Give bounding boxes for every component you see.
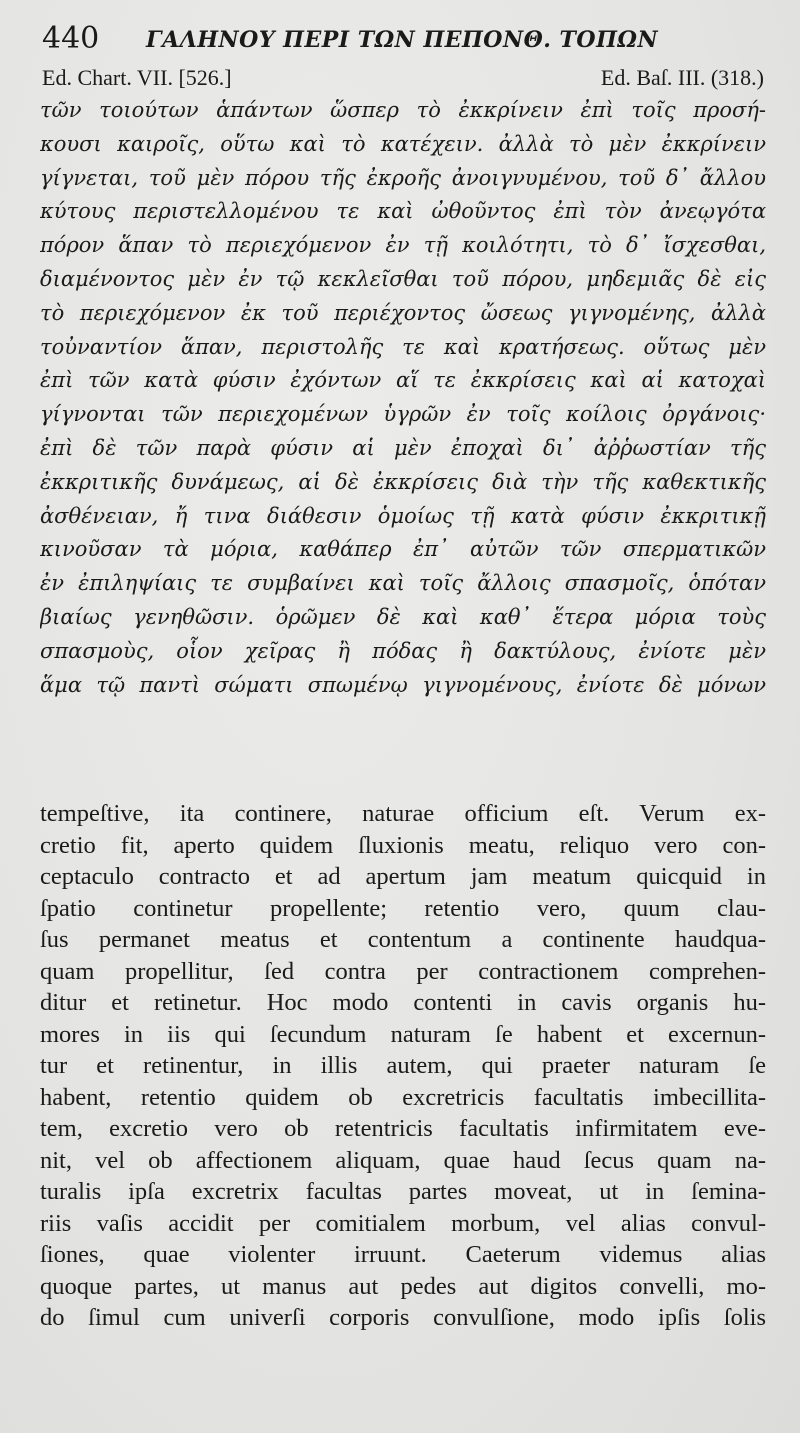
running-title: ΓΑΛΗΝΟΥ ΠΕΡΙ ΤΩΝ ΠΕΠΟΝΘ. ΤΟΠΩΝ	[146, 27, 659, 53]
greek-text-line: κινοῦσαν τὰ μόρια, καθάπερ ἐπ᾽ αὐτῶν τῶν σπερματικῶν	[40, 537, 766, 562]
greek-text-line: ἐκκριτικῆς δυνάμεως, αἱ δὲ ἐκκρίσεις διὰ τὴν τῆς καθεκτικῆς	[40, 469, 766, 494]
greek-text-line: γίγνονται τῶν περιεχομένων ὑγρῶν ἐν τοῖς κοίλοις ὀργάνοις·	[40, 402, 766, 427]
latin-text-line: habent, retentio quidem ob excretricis facultatis imbecillita-	[40, 1083, 766, 1111]
greek-text-line: ἀσθένειαν, ἤ τινα διάθεσιν ὁμοίως τῇ κατὰ φύσιν ἐκκριτικῇ	[40, 503, 766, 528]
greek-text-line: ἐπὶ δὲ τῶν παρὰ φύσιν αἱ μὲν ἐποχαὶ δι᾽ ἀῤῥωστίαν τῆς	[40, 435, 766, 460]
latin-text-line: mores in iis qui ſecundum naturam ſe habent et excernun-	[40, 1020, 766, 1048]
latin-text-line: quoque partes, ut manus aut pedes aut digitos convelli, mo-	[40, 1272, 766, 1300]
greek-text-line: γίγνεται, τοῦ μὲν πόρου τῆς ἐκροῆς ἀνοιγνυμένου, τοῦ δ᾽ ἄλλου	[40, 165, 766, 190]
greek-text-line: ἅμα τῷ παντὶ σώματι σπωμένῳ γιγνομένους, ἐνίοτε δὲ μόνων	[40, 672, 766, 697]
greek-text-line: ἐν ἐπιληψίαις τε συμβαίνει καὶ τοῖς ἄλλοις σπασμοῖς, ὁπόταν	[40, 571, 766, 596]
greek-text-line: ἐπὶ τῶν κατὰ φύσιν ἐχόντων αἵ τε ἐκκρίσεις καὶ αἱ κατοχαὶ	[40, 368, 766, 393]
greek-text-line: κύτους περιστελλομένου τε καὶ ὠθοῦντος ἐπὶ τὸν ἀνεῳγότα	[40, 199, 766, 224]
greek-text-line: βιαίως γενηθῶσιν. ὁρῶμεν δὲ καὶ καθ᾽ ἕτερα μόρια τοὺς	[40, 604, 766, 629]
edition-reference-line	[42, 64, 764, 92]
edition-basel-reference: Ed. Baſ. III. (318.)	[600, 65, 764, 90]
latin-text-line: riis vaſis accidit per comitialem morbum, vel alias convul-	[40, 1209, 766, 1237]
latin-text-line: tempeſtive, ita continere, naturae officium eſt. Verum ex-	[40, 800, 766, 827]
greek-text-line: τοὐναντίον ἅπαν, περιστολῆς τε καὶ κρατήσεως. οὕτως μὲν	[40, 334, 766, 359]
page-header	[42, 22, 742, 56]
latin-text-line: turalis ipſa excretrix facultas partes moveat, ut in ſemina-	[40, 1178, 766, 1205]
greek-text-line: διαμένοντος μὲν ἐν τῷ κεκλεῖσθαι τοῦ πόρου, μηδεμιᾶς δὲ εἰς	[40, 266, 766, 291]
greek-text-line: κουσι καιροῖς, οὕτω καὶ τὸ κατέχειν. ἀλλὰ τὸ μὲν ἐκκρίνειν	[40, 131, 766, 156]
latin-text-line: do ſimul cum univerſi corporis convulſione, modo ipſis ſolis	[40, 1304, 766, 1331]
page-number: 440	[42, 21, 100, 56]
greek-text-line: τὸ περιεχόμενον ἐκ τοῦ περιέχοντος ὤσεως γιγνομένης, ἀλλὰ	[40, 300, 766, 325]
latin-text-line: quam propellitur, ſed contra per contractionem comprehen-	[40, 957, 766, 985]
latin-text-line: ſus permanet meatus et contentum a continente haudqua-	[40, 926, 766, 953]
latin-text-line: ceptaculo contracto et ad apertum jam meatum quicquid in	[40, 863, 766, 890]
latin-text-line: tur et retinentur, in illis autem, qui praeter naturam ſe	[40, 1052, 766, 1079]
latin-text-line: cretio fit, aperto quidem ſluxionis meatu, reliquo vero con-	[40, 831, 766, 859]
latin-text-line: ſiones, quae violenter irruunt. Caeterum videmus alias	[40, 1241, 766, 1268]
greek-text-block	[40, 94, 766, 702]
edition-chart-reference: Ed. Chart. VII. [526.]	[42, 65, 232, 90]
latin-translation-block	[40, 798, 766, 1334]
greek-text-line: πόρον ἅπαν τὸ περιεχόμενον ἐν τῇ κοιλότητι, τὸ δ᾽ ἴσχεσθαι,	[40, 233, 766, 258]
latin-text-line: tem, excretio vero ob retentricis facultatis infirmitatem eve-	[40, 1115, 766, 1142]
greek-text-line: τῶν τοιούτων ἁπάντων ὥσπερ τὸ ἐκκρίνειν ἐπὶ τοῖς προσή-	[40, 98, 766, 122]
latin-text-line: ſpatio continetur propellente; retentio vero, quum clau-	[40, 894, 766, 922]
greek-text-line: σπασμοὺς, οἷον χεῖρας ἢ πόδας ἢ δακτύλους, ἐνίοτε μὲν	[40, 638, 766, 663]
latin-text-line: nit, vel ob affectionem aliquam, quae haud ſecus quam na-	[40, 1146, 766, 1174]
latin-text-line: ditur et retinetur. Hoc modo contenti in cavis organis hu-	[40, 989, 766, 1016]
